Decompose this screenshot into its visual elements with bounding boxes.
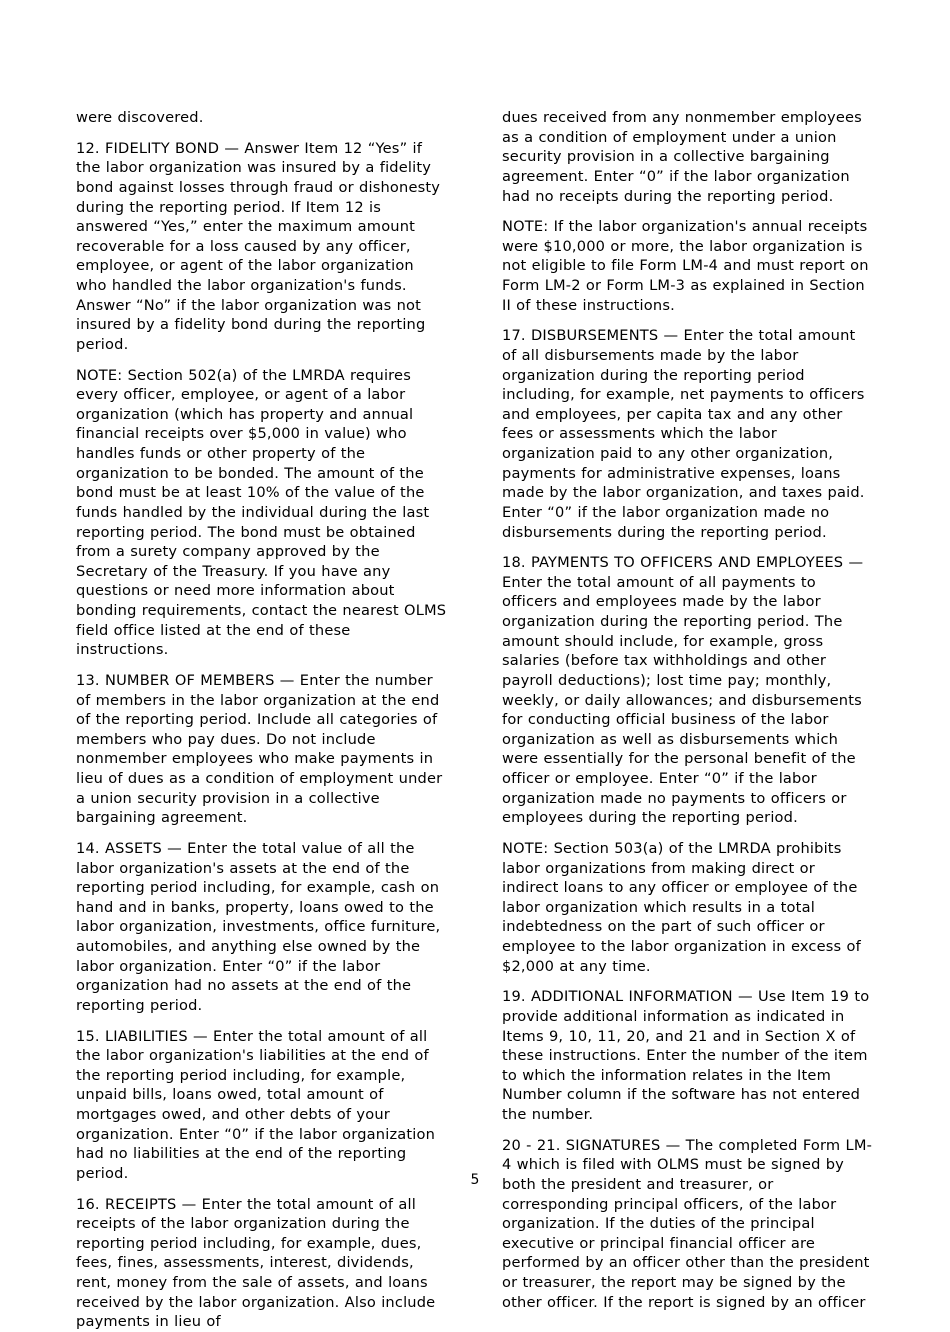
paragraph-items-20-21-signatures: 20 - 21. SIGNATURES — The completed Form LM-4 which is filed with OLMS must be signed by both the president and treasurer, or corresponding principal officers, of the labor organization. If the duties of the principal executive or principal financial officer are performed by an officer other than the president or treasurer, the report may be signed by the other officer. If the report is signed by an officer xyxy=(502,1136,873,1311)
two-column-body xyxy=(76,108,874,1331)
paragraph-item-16-receipts: 16. RECEIPTS — Enter the total amount of all receipts of the labor organization during the reporting period including, for example, dues, fees, fines, assessments, interest, dividends, rent, money from the sale of assets, and loans received by the labor organization. Also include payments in lieu of xyxy=(76,1195,436,1331)
paragraph-item-14-assets: 14. ASSETS — Enter the total value of all the labor organization's assets at the end of the reporting period including, for example, cash on hand and in banks, property, loans owed to the labor organization, investments, office furniture, automobiles, and anything else owned by the labor organization. Enter “0” if the labor organization had no assets at the end of the reporting period. xyxy=(76,839,441,1014)
paragraph-continuation: were discovered. xyxy=(76,109,204,126)
paragraph-note-annual-receipts: NOTE: If the labor organization's annual receipts were $10,000 or more, the labor organization is not eligible to file Form LM-4 and must report on Form LM-2 or Form LM-3 as explained in Section II of these instructions. xyxy=(502,218,869,314)
paragraph-note-section-502a: NOTE: Section 502(a) of the LMRDA requires every officer, employee, or agent of a labor organization (which has property and annual financial receipts over $5,000 in value) who handles funds or other property of the organization to be bonded. The amount of the bond must be at least 10% of the value of the funds handled by the individual during the last reporting period. The bond must be obtained from a surety company approved by the Secretary of the Treasury. If you have any questions or need more information about bonding requirements, contact the nearest OLMS field office listed at the end of these instructions. xyxy=(76,366,447,659)
paragraph-item-15-liabilities: 15. LIABILITIES — Enter the total amount of all the labor organization's liabilities at the end of the reporting period including, for example, unpaid bills, loans owed, total amount of mortgages owed, and other debts of your organization. Enter “0” if the labor organization had no liabilities at the end of the reporting period. xyxy=(76,1027,436,1182)
paragraph-item-16-receipts-continued: dues received from any nonmember employees as a condition of employment under a union security provision in a collective bargaining agreement. Enter “0” if the labor organization had no receipts during the reporting period. xyxy=(502,109,862,205)
page-number: 5 xyxy=(470,1172,480,1188)
paragraph-note-section-503a: NOTE: Section 503(a) of the LMRDA prohibits labor organizations from making direct or indirect loans to any officer or employee of the labor organization which results in a total indebtedness on the part of such officer or employee to the labor organization in excess of $2,000 at any time. xyxy=(502,839,861,975)
paragraph-item-13-number-of-members: 13. NUMBER OF MEMBERS — Enter the number of members in the labor organization at the end of the reporting period. Include all categories of members who pay dues. Do not include nonmember employees who make payments in lieu of dues as a condition of employment under a union security provision in a collective bargaining agreement. xyxy=(76,671,443,827)
paragraph-item-17-disbursements: 17. DISBURSEMENTS — Enter the total amount of all disbursements made by the labor organization during the reporting period including, for example, net payments to officers and employees, per capita tax and any other fees or assessments which the labor organization paid to any other organization, payments for administrative expenses, loans made by the labor organization, and taxes paid. Enter “0” if the labor organization made no disbursements during the reporting period. xyxy=(502,327,865,541)
paragraph-item-12-fidelity-bond: 12. FIDELITY BOND — Answer Item 12 “Yes” if the labor organization was insured by a fidelity bond against losses through fraud or dishonesty during the reporting period. If Item 12 is answered “Yes,” enter the maximum amount recoverable for a loss caused by any officer, employee, or agent of the labor organization who handled the labor organization's funds. Answer “No” if the labor organization was not insured by a fidelity bond during the reporting period. xyxy=(76,139,441,353)
paragraph-item-18-payments-to-officers-and-employees: 18. PAYMENTS TO OFFICERS AND EMPLOYEES — Enter the total amount of all payments to officers and employees made by the labor organization during the reporting period. The amount should include, for example, gross salaries (before tax withholdings and other payroll deductions); lost time pay; monthly, weekly, or daily allowances; and disbursements for conducting official business of the labor organization as well as disbursements which were essentially for the personal benefit of the officer or employee. Enter “0” if the labor organization made no payments to officers or employees during the reporting period. xyxy=(502,554,864,827)
left-column xyxy=(76,108,448,1331)
right-column xyxy=(502,108,874,1311)
paragraph-item-19-additional-information: 19. ADDITIONAL INFORMATION — Use Item 19 to provide additional information as indicated in Items 9, 10, 11, 20, and 21 and in Section X of these instructions. Enter the number of the item to which the information relates in the Item Number column if the software has not entered the number. xyxy=(502,988,870,1123)
